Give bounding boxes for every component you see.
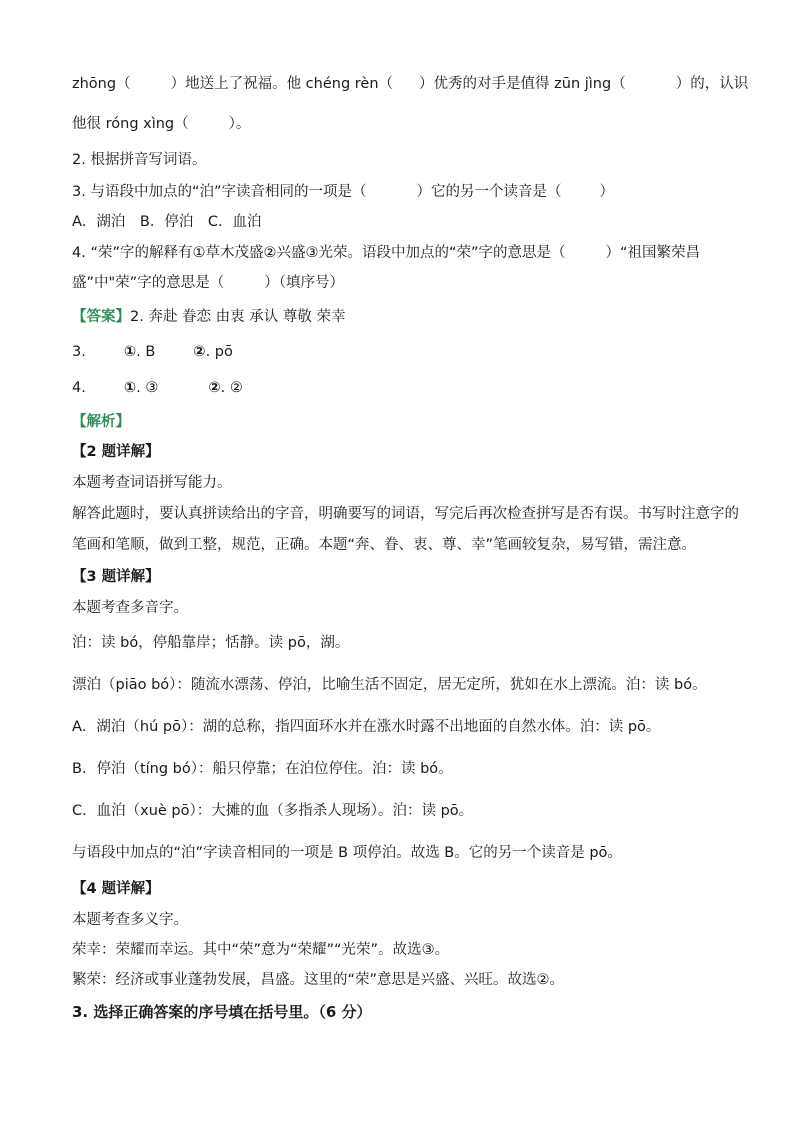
detail-3-line-1: 本题考查多音字。: [72, 600, 188, 616]
detail-4-line-3: 繁荣：经济或事业蓬勃发展，昌盛。这里的“荣”意思是兴盛、兴旺。故选②。: [72, 972, 565, 988]
answer-line: 【答案】2. 奔赴 眷恋 由衷 承认 尊敬 荣幸: [72, 309, 346, 325]
question-4-line-2: 盛”中"荣”字的意思是（ ）（填序号）: [72, 275, 344, 291]
detail-4-title: 【4 题详解】: [72, 881, 160, 897]
detail-4-line-2: 荣幸：荣耀而幸运。其中“荣”意为“荣耀”“光荣”。故选③。: [72, 942, 450, 958]
detail-3-line-7: 与语段中加点的“泊”字读音相同的一项是 B 项停泊。故选 B。它的另一个读音是 pō。: [72, 845, 622, 861]
detail-2-title: 【2 题详解】: [72, 444, 160, 460]
question-4-line-1: 4. “荣”字的解释有①草木茂盛②兴盛③光荣。语段中加点的“荣”字的意思是（ ）“祖国繁荣昌: [72, 245, 701, 261]
detail-3-line-5: B．停泊（tíng bó）：船只停靠；在泊位停住。泊：读 bó。: [72, 761, 453, 777]
question-3: 3. 与语段中加点的“泊”字读音相同的一项是（ ）它的另一个读音是（ ）: [72, 184, 614, 200]
next-question-heading: 3. 选择正确答案的序号填在括号里。（6 分）: [72, 1003, 372, 1021]
detail-2-line-1: 本题考查词语拼写能力。: [72, 475, 232, 491]
analysis-label: 【解析】: [72, 414, 130, 430]
passage-line-2: 他很 róng xìng（ ）。: [72, 116, 251, 132]
detail-3-line-6: C．血泊（xuè pō）：大摊的血（多指杀人现场）。泊：读 pō。: [72, 803, 474, 819]
question-2: 2. 根据拼音写词语。: [72, 152, 207, 168]
detail-3-line-3: 漂泊（piāo bó）：随流水漂荡、停泊，比喻生活不固定，居无定所，犹如在水上漂流。泊：读 bó。: [72, 677, 707, 693]
detail-3-line-4: A．湖泊（hú pō）：湖的总称，指四面环水并在涨水时露不出地面的自然水体。泊：读 pō。: [72, 719, 661, 735]
question-3-options: A．湖泊 B．停泊 C．血泊: [72, 214, 262, 230]
answer-label: 【答案】: [72, 309, 130, 325]
detail-3-line-2: 泊：读 bó，停船靠岸；恬静。读 pō，湖。: [72, 635, 350, 651]
detail-4-line-1: 本题考查多义字。: [72, 912, 188, 928]
answer-3: 3. ①. B ②. pō: [72, 344, 233, 360]
detail-3-title: 【3 题详解】: [72, 569, 160, 585]
detail-2-line-3: 笔画和笔顺，做到工整，规范，正确。本题“奔、眷、衷、尊、幸”笔画较复杂，易写错，需注意。: [72, 537, 697, 553]
answer-4: 4. ①. ③ ②. ②: [72, 380, 243, 396]
detail-2-line-2: 解答此题时，要认真拼读给出的字音，明确要写的词语，写完后再次检查拼写是否有误。书写时注意字的: [72, 506, 739, 522]
passage-line-1: zhōng（ ）地送上了祝福。他 chéng rèn（ ）优秀的对手是值得 zūn jìng（ ）的，认识: [72, 76, 749, 92]
